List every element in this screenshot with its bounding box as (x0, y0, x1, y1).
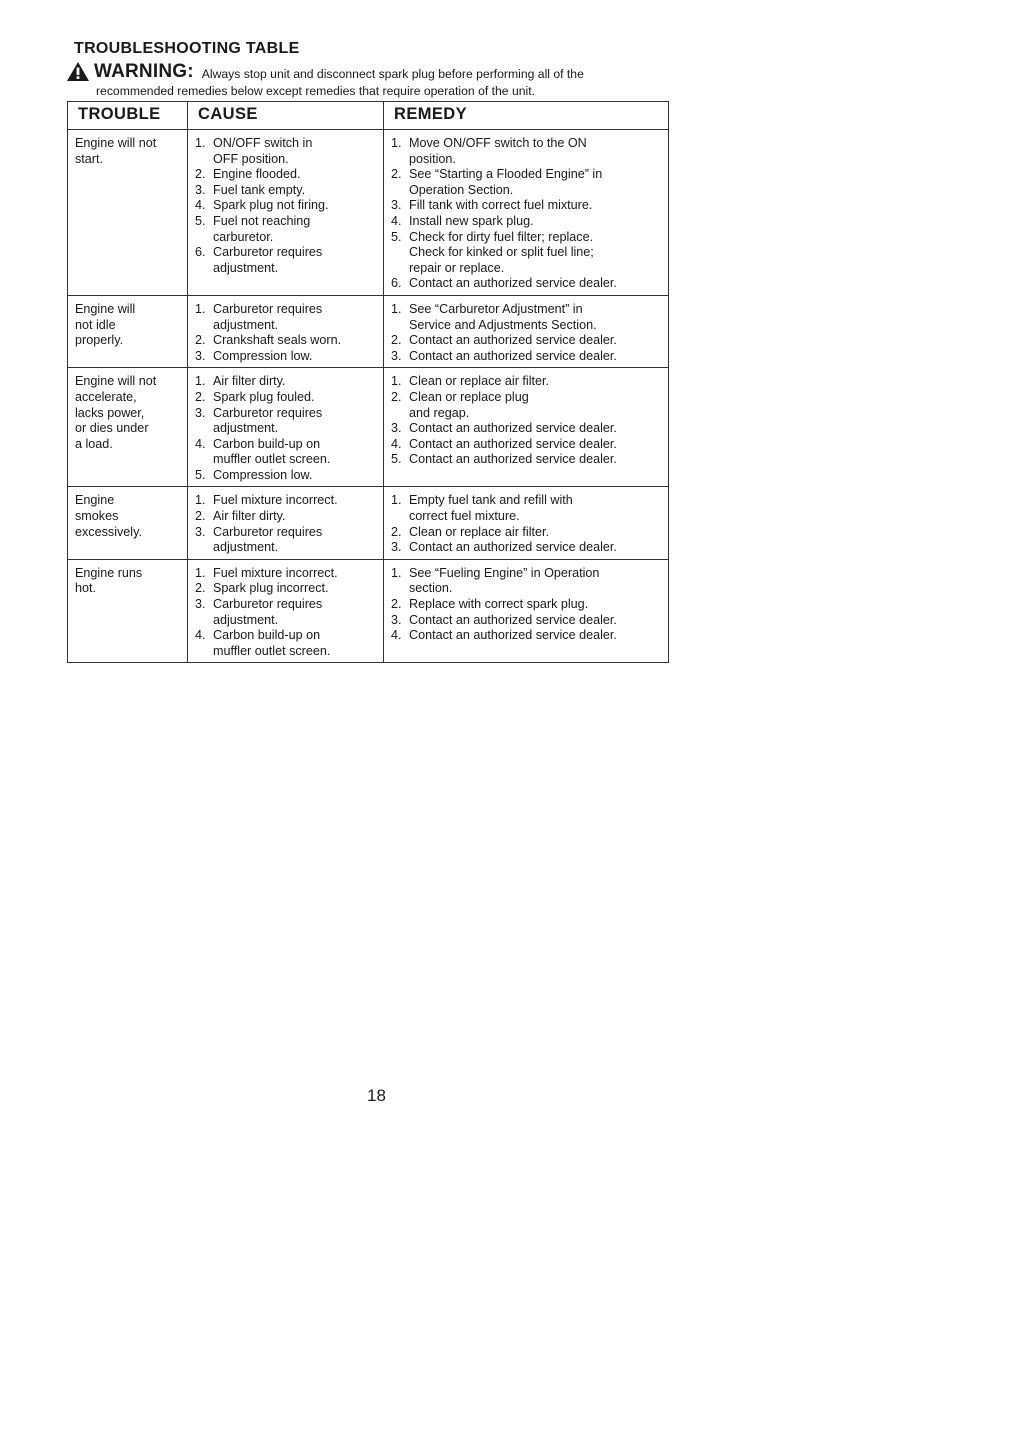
remedy-item-text: Contact an authorized service dealer. (409, 540, 617, 555)
remedy-item-number: 1. (391, 301, 402, 316)
remedy-item-number: 2. (391, 524, 402, 539)
remedy-list (391, 493, 664, 555)
page-title: TROUBLESHOOTING TABLE (74, 40, 300, 57)
warning-text-line1: Always stop unit and disconnect spark plug before performing all of the (201, 67, 584, 81)
cause-item-number: 3. (195, 182, 206, 197)
remedy-item-text: Install new spark plug. (409, 213, 534, 228)
trouble-cell: Engine will not accelerate, lacks power, or dies under a load. (68, 368, 188, 487)
remedy-item (391, 452, 664, 468)
header-cause: CAUSE (188, 102, 384, 130)
table-row (68, 130, 669, 296)
remedy-item-text: Check for dirty fuel filter; replace. Check for kinked or split fuel line; repair or replace. (409, 229, 594, 275)
remedy-list (391, 136, 664, 292)
cause-item-number: 3. (195, 405, 206, 420)
cause-item-number: 1. (195, 374, 206, 389)
remedy-item (391, 214, 664, 230)
cause-item-text: Air filter dirty. (213, 374, 286, 389)
cause-list (195, 302, 379, 364)
remedy-cell (384, 295, 669, 367)
remedy-item-number: 3. (391, 421, 402, 436)
cause-item-text: Fuel mixture incorrect. (213, 565, 338, 580)
remedy-list (391, 374, 664, 468)
remedy-item-number: 1. (391, 493, 402, 508)
remedy-item-text: Replace with correct spark plug. (409, 597, 589, 612)
header-remedy: REMEDY (384, 102, 669, 130)
cause-item (195, 581, 379, 597)
cause-item-text: ON/OFF switch in OFF position. (213, 136, 313, 166)
remedy-item-number: 3. (391, 540, 402, 555)
cause-item (195, 349, 379, 365)
cause-item-text: Engine flooded. (213, 167, 301, 182)
cause-item-text: Carburetor requires adjustment. (213, 524, 323, 555)
cause-item (195, 406, 379, 437)
remedy-cell (384, 487, 669, 559)
cause-item-text: Compression low. (213, 467, 313, 482)
table-row (68, 295, 669, 367)
remedy-item-number: 1. (391, 565, 402, 580)
cause-item-number: 4. (195, 628, 206, 643)
cause-cell (188, 487, 384, 559)
remedy-item-text: See “Starting a Flooded Engine” in Operation Section. (409, 167, 603, 197)
remedy-item (391, 349, 664, 365)
warning-text-line2: recommended remedies below except remedies that require operation of the unit. (96, 84, 535, 98)
cause-item (195, 468, 379, 484)
remedy-item (391, 230, 664, 277)
remedy-item (391, 421, 664, 437)
table-header-row (68, 102, 669, 130)
remedy-item-text: Contact an authorized service dealer. (409, 628, 617, 643)
remedy-item-number: 2. (391, 333, 402, 348)
cause-item-number: 1. (195, 493, 206, 508)
cause-item-text: Spark plug not firing. (213, 198, 329, 213)
remedy-item-number: 4. (391, 436, 402, 451)
table-body (68, 130, 669, 663)
remedy-item-text: Clean or replace air filter. (409, 524, 549, 539)
cause-item (195, 597, 379, 628)
remedy-item-number: 1. (391, 136, 402, 150)
cause-item-number: 4. (195, 198, 206, 213)
cause-cell (188, 559, 384, 663)
cause-item-text: Spark plug incorrect. (213, 581, 329, 596)
cause-item-number: 1. (195, 565, 206, 580)
remedy-cell (384, 559, 669, 663)
cause-item (195, 390, 379, 406)
remedy-item (391, 276, 664, 292)
warning-notice (66, 61, 686, 83)
remedy-item (391, 437, 664, 453)
cause-item (195, 628, 379, 659)
cause-cell (188, 295, 384, 367)
trouble-cell: Engine will not start. (68, 130, 188, 296)
cause-list (195, 136, 379, 276)
cause-item-number: 5. (195, 467, 206, 482)
warning-label: WARNING: (94, 61, 194, 82)
cause-item (195, 136, 379, 167)
cause-list (195, 566, 379, 660)
cause-item-text: Compression low. (213, 348, 313, 363)
cause-item (195, 183, 379, 199)
remedy-item-number: 2. (391, 167, 402, 182)
remedy-item (391, 597, 664, 613)
cause-item-number: 2. (195, 509, 206, 524)
remedy-item (391, 390, 664, 421)
remedy-list (391, 566, 664, 644)
remedy-cell (384, 368, 669, 487)
remedy-item (391, 628, 664, 644)
remedy-cell (384, 130, 669, 296)
remedy-item (391, 167, 664, 198)
cause-item (195, 333, 379, 349)
table-row (68, 559, 669, 663)
cause-item-number: 5. (195, 213, 206, 228)
warning-triangle-icon (66, 61, 90, 82)
remedy-item-text: Contact an authorized service dealer. (409, 348, 617, 363)
table-row (68, 368, 669, 487)
cause-item-text: Carbon build-up on muffler outlet screen. (213, 628, 331, 658)
page-number: 18 (367, 1086, 386, 1105)
remedy-item-number: 1. (391, 374, 402, 389)
cause-item-number: 2. (195, 167, 206, 182)
cause-item-text: Fuel tank empty. (213, 182, 306, 197)
remedy-item (391, 302, 664, 333)
remedy-item-text: Empty fuel tank and refill with correct fuel mixture. (409, 493, 573, 524)
cause-item-text: Air filter dirty. (213, 509, 286, 524)
cause-item-text: Carburetor requires adjustment. (213, 597, 323, 627)
cause-item (195, 214, 379, 245)
cause-item-number: 2. (195, 581, 206, 596)
cause-item (195, 493, 379, 509)
cause-item (195, 509, 379, 525)
remedy-item (391, 493, 664, 524)
remedy-item-text: Contact an authorized service dealer. (409, 452, 617, 467)
remedy-item-number: 4. (391, 628, 402, 643)
remedy-item-number: 3. (391, 612, 402, 627)
cause-item-text: Crankshaft seals worn. (213, 333, 342, 348)
remedy-item-text: See “Fueling Engine” in Operation section. (409, 565, 600, 596)
remedy-item (391, 374, 664, 390)
remedy-item-text: Contact an authorized service dealer. (409, 612, 617, 627)
remedy-item-number: 6. (391, 276, 402, 291)
cause-item (195, 198, 379, 214)
cause-item-text: Fuel not reaching carburetor. (213, 213, 311, 244)
cause-list (195, 493, 379, 555)
cause-item-number: 6. (195, 245, 206, 260)
cause-item-number: 4. (195, 436, 206, 451)
remedy-item-number: 4. (391, 213, 402, 228)
cause-item-number: 3. (195, 597, 206, 612)
remedy-item (391, 566, 664, 597)
remedy-list (391, 302, 664, 364)
cause-item-text: Carburetor requires adjustment. (213, 301, 323, 332)
cause-item (195, 374, 379, 390)
troubleshooting-table (67, 101, 669, 663)
cause-item (195, 167, 379, 183)
remedy-item (391, 613, 664, 629)
cause-item (195, 525, 379, 556)
header-trouble: TROUBLE (68, 102, 188, 130)
remedy-item-number: 5. (391, 452, 402, 467)
cause-cell (188, 130, 384, 296)
remedy-item-text: Contact an authorized service dealer. (409, 436, 617, 451)
cause-item-number: 2. (195, 389, 206, 404)
remedy-item-number: 3. (391, 198, 402, 213)
remedy-item-text: Contact an authorized service dealer. (409, 333, 617, 348)
cause-item-text: Carburetor requires adjustment. (213, 405, 323, 436)
cause-list (195, 374, 379, 483)
cause-cell (188, 368, 384, 487)
remedy-item (391, 525, 664, 541)
remedy-item (391, 136, 664, 167)
cause-item-text: Carbon build-up on muffler outlet screen. (213, 436, 331, 467)
cause-item (195, 302, 379, 333)
remedy-item-text: Move ON/OFF switch to the ON position. (409, 136, 587, 166)
remedy-item-number: 5. (391, 229, 402, 244)
table-row (68, 487, 669, 559)
remedy-item-text: Clean or replace plug and regap. (409, 389, 529, 420)
trouble-cell: Engine smokes excessively. (68, 487, 188, 559)
cause-item-text: Carburetor requires adjustment. (213, 245, 323, 275)
cause-item-text: Fuel mixture incorrect. (213, 493, 338, 508)
trouble-cell: Engine runs hot. (68, 559, 188, 663)
trouble-cell: Engine will not idle properly. (68, 295, 188, 367)
remedy-item-number: 3. (391, 348, 402, 363)
cause-item (195, 566, 379, 582)
cause-item (195, 437, 379, 468)
remedy-item-text: See “Carburetor Adjustment” in Service and Adjustments Section. (409, 301, 597, 332)
remedy-item-number: 2. (391, 389, 402, 404)
cause-item (195, 245, 379, 276)
remedy-item-text: Contact an authorized service dealer. (409, 421, 617, 436)
remedy-item (391, 333, 664, 349)
remedy-item-text: Clean or replace air filter. (409, 374, 549, 389)
cause-item-text: Spark plug fouled. (213, 389, 315, 404)
cause-item-number: 3. (195, 524, 206, 539)
remedy-item (391, 540, 664, 556)
cause-item-number: 1. (195, 136, 206, 150)
cause-item-number: 3. (195, 348, 206, 363)
remedy-item-number: 2. (391, 597, 402, 612)
cause-item-number: 1. (195, 301, 206, 316)
cause-item-number: 2. (195, 333, 206, 348)
remedy-item (391, 198, 664, 214)
remedy-item-text: Fill tank with correct fuel mixture. (409, 198, 593, 213)
remedy-item-text: Contact an authorized service dealer. (409, 276, 617, 291)
